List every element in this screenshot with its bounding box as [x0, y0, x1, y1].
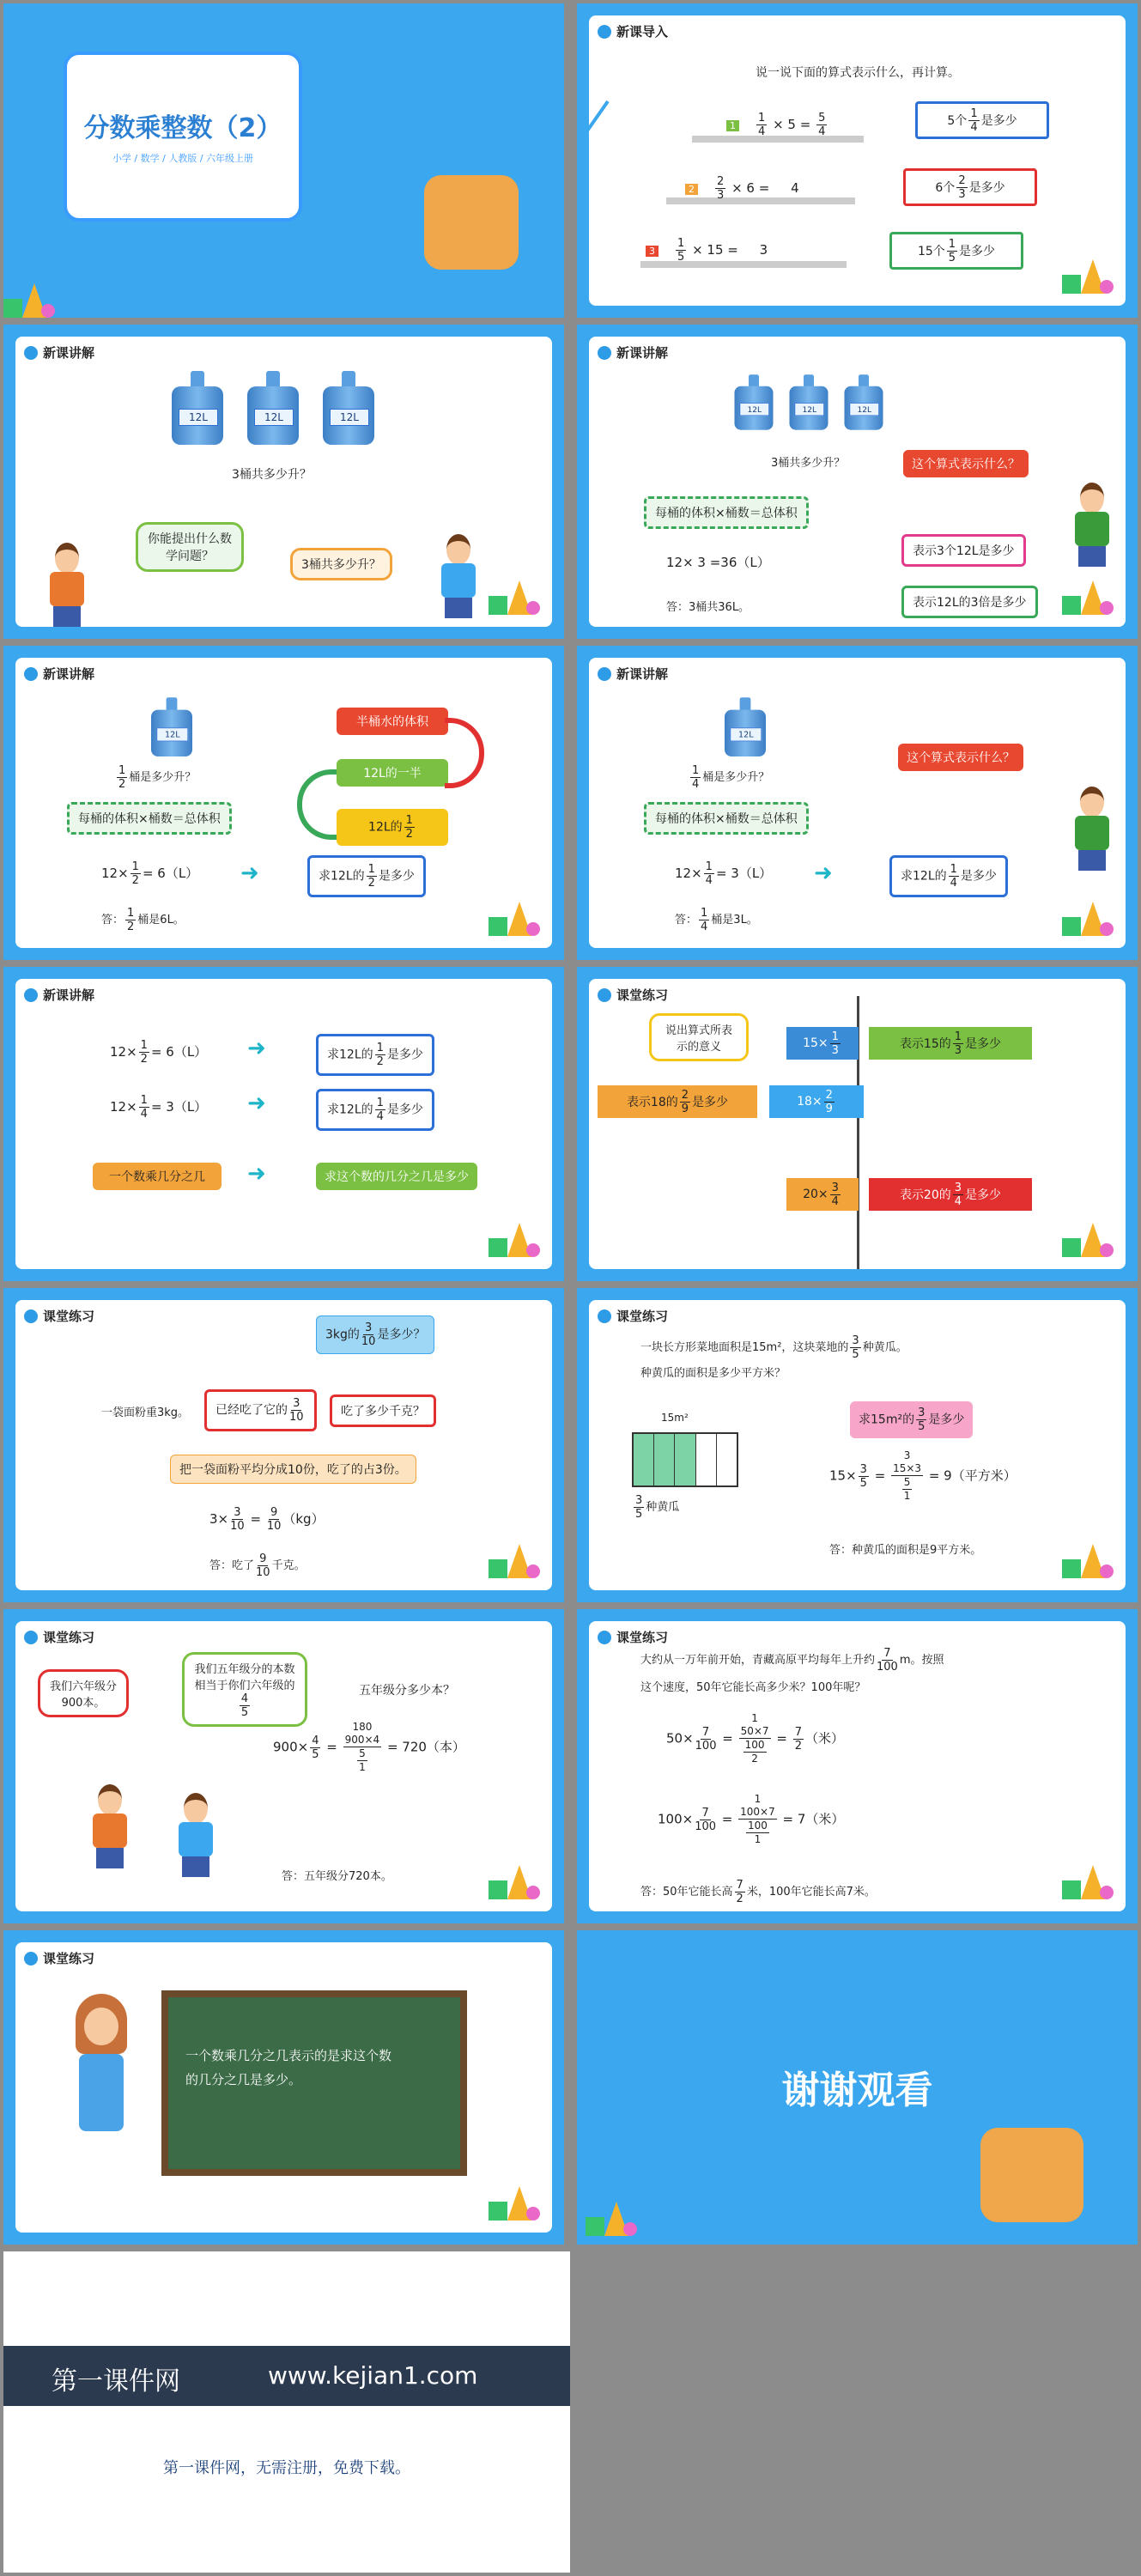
meaning-20: 表示20的 $\frac{3}{4}$ 是多少 [869, 1178, 1032, 1211]
calculation: 12× $\frac{1}{4}$ = 3（L） [675, 860, 773, 887]
cycle-arrow [297, 769, 337, 840]
question: $\frac{1}{4}$ 桶是多少升？ [692, 764, 770, 791]
given: 一袋面粉重3kg。 [101, 1406, 190, 1419]
boy-figure [433, 534, 484, 620]
water-jug: 12L [735, 372, 774, 430]
blackboard-text: 一个数乘几分之几表示的是求这个数的几分之几是多少。 [185, 2048, 392, 2087]
slide-3 [3, 325, 564, 639]
slide-8 [577, 967, 1138, 1281]
slide-tag: 课堂练习 [24, 1628, 94, 1646]
ask-bubble: 这个算式表示什么？ [903, 450, 1029, 477]
boy-figure [1066, 787, 1118, 872]
shapes-decoration [489, 2178, 540, 2221]
shapes-decoration [489, 572, 540, 615]
slide-tag: 课堂练习 [24, 1949, 94, 1967]
problem-line-2: 这个速度，50年它能长高多少米？100年呢？ [640, 1681, 866, 1694]
slide-13 [3, 1930, 564, 2245]
water-jug: 12L [725, 695, 766, 756]
row-2: 2 $\frac{2}{3}$ × 6 = 4 [685, 175, 799, 202]
diagram-caption: $\frac{3}{5}$ 种黄瓜 [635, 1494, 680, 1521]
tag-20: 20× $\frac{3}{4}$ [786, 1178, 859, 1211]
footer-card [3, 2251, 570, 2573]
slide-5 [3, 646, 564, 960]
shapes-decoration [1062, 893, 1114, 936]
row-1: 1 $\frac{1}{4}$ × 5 = $\frac{5}{4}$ [726, 112, 828, 138]
answer-arrow-3: 15个 $\frac{1}{5}$ 是多少 [889, 232, 1023, 270]
shapes-decoration [1062, 1535, 1114, 1578]
calc-50: 50× $\frac{7}{100}$ = 1 50×7 100 2 = $\frac{7}{2}$ （米） [666, 1712, 844, 1765]
rule-left: 一个数乘几分之几 [93, 1163, 222, 1190]
answer: 答：五年级分720本。 [282, 1870, 392, 1883]
shapes-decoration [1062, 1856, 1114, 1899]
eaten-box: 已经吃了它的 $\frac{3}{10}$ [204, 1389, 317, 1431]
explain-box: 把一袋面粉平均分成10份，吃了的占3份。 [170, 1455, 416, 1484]
shapes-decoration [3, 275, 55, 318]
cycle-2: 12L的一半 [337, 759, 448, 787]
cycle-arrow [445, 718, 484, 788]
row-3: 3 $\frac{1}{5}$ × 15 = 3 [646, 237, 768, 264]
slide-7 [3, 967, 564, 1281]
calculation: 12× 3 =36（L） [666, 555, 770, 570]
arrow-icon: ➜ [247, 1036, 266, 1061]
water-jug: 12L [323, 368, 374, 445]
shapes-decoration [1062, 251, 1114, 294]
arrow-icon: ➜ [240, 860, 259, 886]
result-1: 求12L的 $\frac{1}{2}$ 是多少 [316, 1034, 434, 1076]
calc-100: 100× $\frac{7}{100}$ = 1 100×7 100 1 = 7（米） [658, 1793, 845, 1845]
shapes-decoration [1062, 1214, 1114, 1257]
area-label: 15m² [661, 1412, 689, 1424]
answer: 答：3桶共36L。 [666, 601, 750, 614]
thanks-title: 谢谢观看 [781, 2069, 933, 2112]
question-box: 3kg的 $\frac{3}{10}$ 是多少？ [316, 1315, 434, 1354]
rising-arrow [589, 100, 610, 236]
calculation: 900× $\frac{4}{5}$ = 180 900×4 5 1 = 720（本） [273, 1721, 465, 1773]
water-jug: 12L [172, 368, 223, 445]
question: 3桶共多少升？ [771, 457, 846, 470]
answer: 答：50年它能长高 $\frac{7}{2}$ 米，100年它能长高7米。 [640, 1879, 876, 1905]
slide-tag: 课堂练习 [24, 1307, 94, 1325]
arrow-icon: ➜ [247, 1091, 266, 1116]
shapes-decoration [489, 1214, 540, 1257]
water-jug: 12L [790, 372, 828, 430]
water-jug: 12L [845, 372, 883, 430]
speech-bubble: 说出算式所表示的意义 [649, 1013, 749, 1061]
shapes-decoration [489, 1535, 540, 1578]
slide-tag: 新课导入 [598, 22, 668, 40]
water-jug: 12L [247, 368, 299, 445]
slide-tag: 新课讲解 [24, 665, 94, 683]
answer: 答：种黄瓜的面积是9平方米。 [829, 1544, 982, 1557]
kids-reading-illustration [424, 175, 519, 270]
footer-banner [3, 2346, 570, 2406]
formula-box: 每桶的体积×桶数＝总体积 [644, 496, 809, 529]
shapes-decoration [489, 1856, 540, 1899]
slide-intro [577, 3, 1138, 318]
boy-figure [1066, 483, 1118, 568]
result-2: 求12L的 $\frac{1}{4}$ 是多少 [316, 1089, 434, 1131]
slide-tag: 新课讲解 [24, 343, 94, 361]
slide-9 [3, 1288, 564, 1602]
question: $\frac{1}{2}$ 桶是多少升？ [118, 764, 197, 791]
speech-bubble: 3桶共多少升？ [290, 548, 392, 580]
footer-note: 第一课件网，无需注册，免费下载。 [163, 2459, 410, 2477]
answer: 答： $\frac{1}{4}$ 桶是3L。 [675, 907, 758, 933]
result-box: 求12L的 $\frac{1}{2}$ 是多少 [307, 855, 426, 897]
teacher-figure [67, 1994, 136, 2200]
blackboard [161, 1990, 467, 2176]
subtitle: 小学 / 数学 / 人教版 / 六年级上册 [112, 153, 254, 164]
problem-line-1: 一块长方形菜地面积是15m²，这块菜地的 $\frac{3}{5}$ 种黄瓜。 [640, 1334, 907, 1361]
boy-figure [41, 543, 93, 627]
calc-2: 12× $\frac{1}{4}$ = 3（L） [110, 1094, 208, 1121]
slide-tag: 新课讲解 [598, 343, 668, 361]
answer: 答：吃了 $\frac{9}{10}$ 千克。 [209, 1552, 306, 1579]
page-title: 分数乘整数（2） [83, 113, 282, 143]
water-jug: 12L [151, 695, 192, 756]
result-box: 求12L的 $\frac{1}{4}$ 是多少 [889, 855, 1008, 897]
meaning-15: 表示15的 $\frac{1}{3}$ 是多少 [869, 1027, 1032, 1060]
calculation: 15× $\frac{3}{5}$ = 3 15×3 5 1 = 9（平方米） [829, 1449, 1017, 1502]
meaning-2: 表示12L的3倍是多少 [901, 586, 1038, 618]
shapes-decoration [586, 2193, 637, 2236]
kids-reading-illustration [980, 2128, 1083, 2222]
calc-1: 12× $\frac{1}{2}$ = 6（L） [110, 1039, 208, 1066]
answer: 答： $\frac{1}{2}$ 桶是6L。 [101, 907, 185, 933]
speech-bubble: 我们五年级分的本数相当于你们六年级的 $\frac{4}{5}$ [182, 1652, 307, 1727]
question: 3桶共多少升？ [232, 468, 312, 482]
meaning-1: 表示3个12L是多少 [901, 534, 1026, 567]
rule-right: 求这个数的几分之几是多少 [316, 1163, 477, 1190]
cycle-3: 12L的 $\frac{1}{2}$ [337, 809, 448, 846]
formula-box: 每桶的体积×桶数＝总体积 [644, 802, 809, 835]
cycle-1: 半桶水的体积 [337, 708, 448, 735]
slide-4 [577, 325, 1138, 639]
title-card [64, 52, 302, 222]
problem-line-1: 大约从一万年前开始，青藏高原平均每年上升约 $\frac{7}{100}$ m。按照 [640, 1647, 944, 1674]
slide-tag: 新课讲解 [598, 665, 668, 683]
slide-12 [577, 1609, 1138, 1923]
answer-arrow-1: 5个 $\frac{1}{4}$ 是多少 [915, 101, 1049, 139]
field-diagram [632, 1432, 738, 1487]
tag-18: 18× $\frac{2}{9}$ [769, 1085, 864, 1118]
ask-box: 求15m²的 $\frac{3}{5}$ 是多少 [850, 1401, 973, 1438]
calculation: 12× $\frac{1}{2}$ = 6（L） [101, 860, 199, 887]
arrow-icon: ➜ [814, 860, 833, 886]
answer-arrow-2: 6个 $\frac{2}{3}$ 是多少 [903, 168, 1037, 206]
question: 五年级分多少本？ [359, 1684, 455, 1698]
slide-10 [577, 1288, 1138, 1602]
site-url[interactable]: www.kejian1.com [268, 2361, 478, 2390]
calculation: 3× $\frac{3}{10}$ = $\frac{9}{10}$ （kg） [209, 1506, 325, 1533]
slide-11 [3, 1609, 564, 1923]
ask-box: 吃了多少千克？ [330, 1394, 436, 1427]
slide-thanks [577, 1930, 1138, 2245]
slide-title [3, 3, 564, 318]
slide-tag: 新课讲解 [24, 986, 94, 1004]
tag-15: 15× $\frac{1}{3}$ [786, 1027, 859, 1060]
formula-box: 每桶的体积×桶数＝总体积 [67, 802, 232, 835]
boy-figure [170, 1793, 222, 1879]
slide-6 [577, 646, 1138, 960]
boy-figure [84, 1784, 136, 1870]
brand-name: 第一课件网 [52, 2366, 180, 2397]
shapes-decoration [489, 893, 540, 936]
problem-line-2: 种黄瓜的面积是多少平方米？ [640, 1367, 786, 1380]
prompt: 说一说下面的算式表示什么，再计算。 [756, 66, 960, 80]
ask-bubble: 这个算式表示什么？ [898, 744, 1023, 771]
slide-tag: 课堂练习 [598, 1628, 668, 1646]
speech-bubble: 我们六年级分900本。 [38, 1669, 129, 1717]
slide-tag: 课堂练习 [598, 1307, 668, 1325]
arrow-icon: ➜ [247, 1161, 266, 1187]
speech-bubble: 你能提出什么数学问题？ [136, 522, 244, 572]
meaning-18: 表示18的 $\frac{2}{9}$ 是多少 [598, 1085, 757, 1118]
shapes-decoration [1062, 572, 1114, 615]
slide-tag: 课堂练习 [598, 986, 668, 1004]
